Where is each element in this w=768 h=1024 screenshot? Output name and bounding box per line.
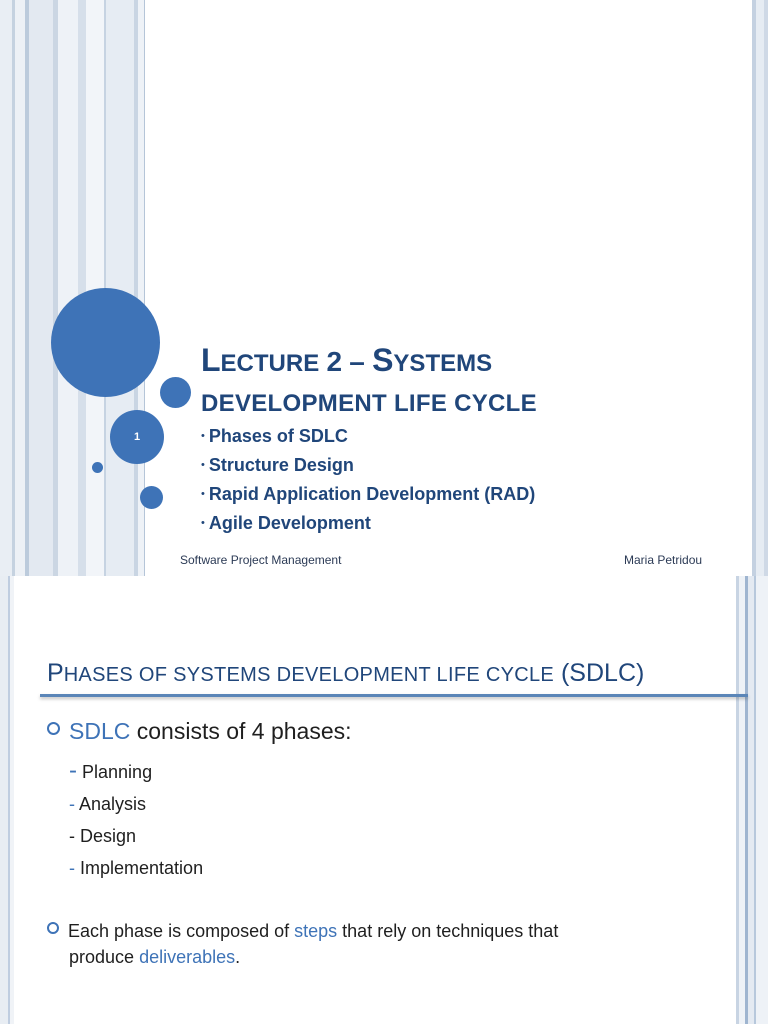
bullet-text: produce [69, 947, 140, 967]
bullet-dot: • [201, 430, 205, 442]
title-smallcaps: YSTEMS [393, 350, 493, 377]
footer-author: Maria Petridou [624, 553, 703, 567]
highlight-term: deliverables [139, 947, 236, 967]
phase-label: Design [80, 826, 137, 846]
title-smallcaps: ECTURE [220, 350, 320, 377]
dash-marker: - [69, 757, 77, 784]
dash-marker: - [69, 858, 75, 878]
decorative-stripe [78, 0, 86, 576]
slide-number: 1 [133, 431, 141, 443]
phase-list [69, 755, 203, 884]
decorative-stripe [15, 0, 25, 576]
slide-title [201, 340, 721, 424]
phase-item [69, 788, 203, 820]
phase-item [69, 820, 203, 852]
dash-marker: - [69, 794, 75, 814]
highlight-term: steps [294, 921, 338, 941]
phase-label: Implementation [80, 858, 204, 878]
main-bullet [47, 714, 352, 748]
topic-item [201, 509, 721, 538]
decorative-stripe [756, 0, 764, 576]
topic-label: Agile Development [208, 513, 371, 533]
title-dash: – [349, 346, 365, 377]
decorative-stripe [764, 0, 768, 576]
decorative-stripe [29, 0, 53, 576]
bullet-dot: • [201, 488, 205, 500]
title-line-2: DEVELOPMENT LIFE CYCLE [201, 390, 537, 417]
title-number: 2 [326, 346, 343, 377]
decorative-circle [160, 377, 191, 408]
title-cap: S [372, 342, 394, 378]
topic-list [201, 422, 721, 538]
ring-bullet-icon [47, 722, 60, 735]
decorative-circle [140, 486, 163, 509]
highlight-term: SDLC [69, 718, 131, 744]
decorative-stripe [58, 0, 78, 576]
topic-label: Structure Design [208, 455, 354, 475]
large-decorative-circle [51, 288, 160, 397]
topic-label: Rapid Application Development (RAD) [208, 484, 536, 504]
footer-course-name: Software Project Management [180, 553, 342, 567]
slide-2-title [47, 655, 727, 693]
bullet-continuation [47, 944, 647, 970]
title-cap: L [201, 342, 221, 378]
dash-marker: - [69, 826, 75, 846]
bullet-text: that rely on techniques that [337, 921, 559, 941]
topic-item [201, 451, 721, 480]
decorative-stripe [0, 0, 12, 576]
phase-item [69, 755, 203, 788]
phase-label: Planning [82, 762, 153, 782]
decorative-stripe [0, 576, 8, 1024]
topic-item [201, 480, 721, 509]
title-smallcaps: HASES OF SYSTEMS DEVELOPMENT LIFE CYCLE [63, 664, 555, 686]
topic-item [201, 422, 721, 451]
small-decorative-dot [92, 462, 103, 473]
decorative-stripe [756, 576, 768, 1024]
title-underline [40, 694, 748, 697]
title-cap: P [47, 659, 64, 687]
phase-item [69, 852, 203, 884]
bullet-text: . [235, 947, 241, 967]
title-abbreviation: (SDLC) [560, 659, 645, 687]
ring-bullet-icon [47, 922, 59, 934]
bullet-dot: • [201, 459, 205, 471]
bullet-text: consists of 4 phases: [130, 718, 352, 744]
sub-bullet [47, 918, 647, 970]
topic-label: Phases of SDLC [208, 426, 348, 446]
decorative-stripe [10, 576, 14, 1024]
bullet-dot: • [201, 517, 205, 529]
bullet-text: Each phase is composed of [68, 921, 295, 941]
phase-label: Analysis [79, 794, 147, 814]
